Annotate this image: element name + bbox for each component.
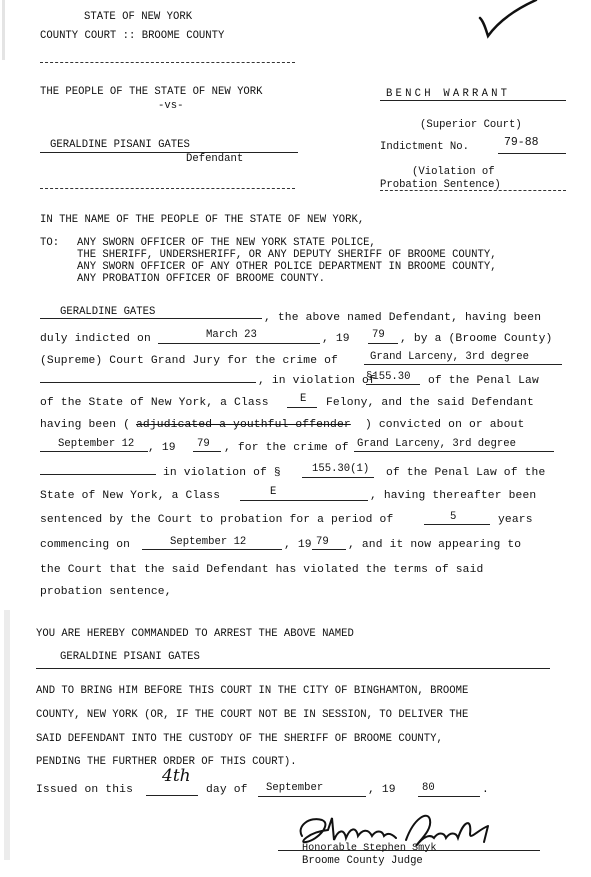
- struck-out-text: adjudicated a youthful offender: [136, 419, 351, 431]
- body-text: years: [498, 514, 533, 526]
- class-1-underline: [287, 407, 317, 408]
- violation-line-1: (Violation of: [412, 166, 495, 178]
- to-label: TO:: [40, 237, 60, 249]
- court-line: COUNTY COURT :: BROOME COUNTY: [40, 30, 225, 42]
- bench-warrant-title: BENCH WARRANT: [386, 88, 511, 100]
- indictment-number: 79-88: [504, 136, 539, 149]
- convicted-date: September 12: [58, 438, 135, 450]
- commencing-year-underline: [312, 549, 346, 550]
- command-line: SAID DEFENDANT INTO THE CUSTODY OF THE SHERIFF OF BROOME COUNTY,: [36, 733, 443, 745]
- body-text: , in violation of: [258, 375, 376, 387]
- felony-class-1: E: [300, 393, 307, 405]
- body-text: , having thereafter been: [370, 490, 537, 502]
- body-text: commencing on: [40, 539, 131, 551]
- commencing-date-underline: [142, 549, 282, 550]
- body-text: , the above named Defendant, having been: [264, 312, 542, 324]
- convicted-year-underline: [193, 451, 221, 452]
- crime-description-1: Grand Larceny, 3rd degree: [370, 351, 529, 363]
- arrest-name-underline: [36, 668, 550, 669]
- body-text: having been (: [40, 419, 131, 431]
- body-text: of the Penal Law: [428, 375, 539, 387]
- recipient-line: ANY SWORN OFFICER OF THE NEW YORK STATE POLICE,: [77, 237, 376, 249]
- body-text: duly indicted on: [40, 333, 151, 345]
- command-line: AND TO BRING HIM BEFORE THIS COURT IN THE CITY OF BINGHAMTON, BROOME: [36, 685, 469, 697]
- name-underline: [40, 318, 262, 319]
- body-text: sentenced by the Court to probation for a period of: [40, 514, 394, 526]
- body-text: probation sentence,: [40, 586, 172, 598]
- recipient-line: ANY PROBATION OFFICER OF BROOME COUNTY.: [77, 273, 325, 285]
- body-text: , by a (Broome County): [400, 333, 553, 345]
- convicted-date-underline: [40, 451, 148, 452]
- violation-line-2: Probation Sentence): [380, 179, 501, 191]
- command-line: YOU ARE HEREBY COMMANDED TO ARREST THE ABOVE NAMED: [36, 628, 354, 640]
- state-line: STATE OF NEW YORK: [84, 11, 193, 23]
- defendant-label: Defendant: [186, 153, 244, 165]
- commencing-year: 79: [316, 536, 329, 548]
- indictment-underline: [498, 153, 566, 154]
- scan-smudge: [2, 0, 5, 60]
- body-text: , 19: [148, 442, 176, 454]
- issued-day-underline: [146, 795, 198, 796]
- years-underline: [424, 524, 490, 525]
- issued-year: 80: [422, 782, 435, 794]
- issued-month: September: [266, 782, 324, 794]
- penal-section-2: 155.30(1): [312, 463, 370, 475]
- body-text: State of New York, a Class: [40, 490, 221, 502]
- section-2-underline: [302, 477, 374, 478]
- body-text: of the Penal Law of the: [386, 467, 546, 479]
- indicted-year-underline: [368, 343, 398, 344]
- title-underline: [380, 100, 566, 101]
- crime-2-continuation-underline: [40, 474, 156, 475]
- section-1-underline: [366, 384, 420, 385]
- issued-month-underline: [258, 796, 366, 797]
- body-text: Felony, and the said Defendant: [326, 397, 534, 409]
- probation-years: 5: [450, 511, 457, 523]
- body-text: , for the crime of: [224, 442, 349, 454]
- issued-day: 4th: [162, 766, 191, 786]
- body-text: , and it now appearing to: [348, 539, 522, 551]
- issued-text: day of: [206, 784, 248, 796]
- defendant-name-fill: GERALDINE GATES: [60, 306, 156, 318]
- people-line: THE PEOPLE OF THE STATE OF NEW YORK: [40, 86, 263, 98]
- recipient-line: THE SHERIFF, UNDERSHERIFF, OR ANY DEPUTY SHERIFF OF BROOME COUNTY,: [77, 249, 497, 261]
- penal-section-1: §155.30: [366, 371, 411, 383]
- dashed-divider: [380, 190, 566, 191]
- recipient-line: ANY SWORN OFFICER OF ANY OTHER POLICE DEPARTMENT IN BROOME COUNTY,: [77, 261, 497, 273]
- defendant-name: GERALDINE PISANI GATES: [50, 139, 190, 151]
- issued-text: Issued on this: [36, 784, 134, 796]
- judge-name: Honorable Stephen Smyk: [302, 843, 437, 854]
- indicted-date: March 23: [206, 329, 257, 341]
- judge-title: Broome County Judge: [302, 855, 423, 867]
- crime-1-continuation-underline: [40, 382, 256, 383]
- defendant-name-underline: [40, 152, 298, 153]
- dashed-divider: [40, 188, 295, 189]
- body-text: ) convicted on or about: [365, 419, 525, 431]
- felony-class-2: E: [270, 486, 277, 498]
- body-text: (Supreme) Court Grand Jury for the crime of: [40, 355, 338, 367]
- check-mark-icon: [478, 0, 538, 42]
- dashed-divider: [40, 62, 295, 63]
- court-type: (Superior Court): [420, 119, 522, 131]
- scan-smudge: [4, 610, 10, 860]
- crime-description-2: Grand Larceny, 3rd degree: [357, 438, 516, 450]
- class-2-underline: [240, 500, 368, 501]
- indictment-label: Indictment No.: [380, 141, 470, 153]
- command-line: COUNTY, NEW YORK (OR, IF THE COURT NOT BE IN SESSION, TO DELIVER THE: [36, 709, 469, 721]
- issued-text: , 19: [368, 784, 396, 796]
- commencing-date: September 12: [170, 536, 247, 548]
- body-text: , 19: [284, 539, 312, 551]
- body-text: the Court that the said Defendant has violated the terms of said: [40, 564, 484, 576]
- convicted-year: 79: [197, 438, 210, 450]
- body-text: in violation of §: [163, 467, 281, 479]
- issued-text: .: [482, 784, 489, 796]
- command-line: PENDING THE FURTHER ORDER OF THIS COURT).: [36, 756, 297, 768]
- body-text: of the State of New York, a Class: [40, 397, 269, 409]
- issued-year-underline: [418, 796, 480, 797]
- body-text: , 19: [322, 333, 350, 345]
- crime-1-underline: [364, 364, 562, 365]
- indicted-year: 79: [372, 329, 385, 341]
- indicted-date-underline: [158, 343, 320, 344]
- address-intro: IN THE NAME OF THE PEOPLE OF THE STATE OF NEW YORK,: [40, 214, 365, 226]
- versus-label: -vs-: [158, 100, 184, 112]
- crime-2-underline: [354, 451, 554, 452]
- arrest-name: GERALDINE PISANI GATES: [60, 651, 200, 663]
